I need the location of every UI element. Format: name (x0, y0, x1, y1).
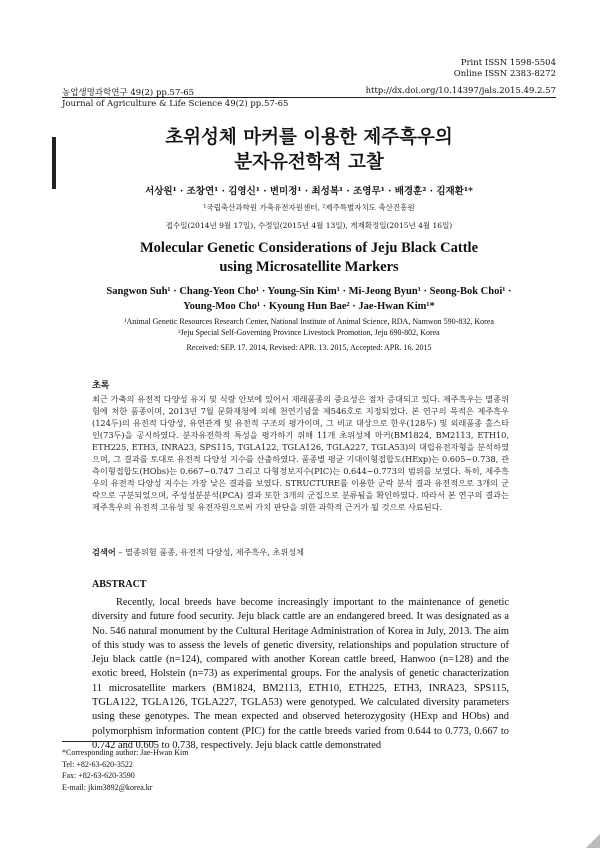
print-issn: Print ISSN 1598-5504 (460, 58, 556, 68)
affiliation-ko: ¹국립축산과학원 가축유전자원센터, ²제주특별자치도 축산진흥원 (203, 203, 415, 212)
dates-en: Received: SEP. 17. 2014, Revised: APR. 13. 2015, Accepted: APR. 16. 2015 (186, 343, 432, 352)
abstract-ko-text: 최근 가축의 유전적 다양성 유지 및 식량 안보에 있어서 재래품종의 중요성은 점차 증대되고 있다. 제주흑우는 멸종위험에 처한 품종이며, 2013년 7월 문화재청에 의해 천연기념물 제546호로 지정되었다. 본 연구의 목적은 제주흑우(124두)의 유전적 다양성, 유연관계 및 유전적 구조의 평가이며, 그 비교 대상으로 한우(128두) 및 외래품종 홀스타인(73두)을 공시하였다. 분자유전학적 특성을 평가하기 위해 11개 초위성체 마커(BM1824, BM2113, ETH10, ETH225, ETH3, INRA23, SPS115, TGLA122, TGLA126, TGLA227, TGLA53)의 대립유전자형을 분석하였으며, 그 결과를 토대로 유전적 다양성 지수를 산출하였다. 품종별 평균 기대이형접합도(HExp)는 0.605~0.738, 관측이형접합도(HObs)는 0.667~0.747 그리고 다형정보지수(PIC)는 0.644~0.773의 범위를 보였다. 특히, 제주흑우의 유전적 다양성 지수는 가장 낮은 결과를 보였다. STRUCTURE를 이용한 군락 분석 결과 유전적으로 3개의 군락으로 구분되었으며, 주성성분분석(PCA) 결과 또한 3개의 군집으로 분류됨을 확인하였다. 따라서 본 연구의 결과는 제주흑우의 유전적 고유성 및 유전자원으로써 가치 판단을 위한 과학적 근거가 될 것으로 사료된다. (92, 394, 509, 512)
keywords-label: 검색어 (92, 547, 116, 557)
keywords-text: – 멸종위험 품종, 유전적 다양성, 제주흑우, 초위성체 (118, 547, 305, 557)
title-ko (62, 125, 556, 175)
footnote (62, 747, 188, 793)
email-link[interactable]: E-mail: jkim3892@korea.kr (62, 782, 153, 792)
dates-ko: 접수일(2014년 9월 17일), 수정일(2015년 4월 13일), 게재확정일(2015년 4월 16일) (165, 221, 453, 230)
doi-link[interactable]: http://dx.doi.org/10.14397/jals.2015.49.2.57 (365, 86, 556, 96)
abstract-ko-heading: 초록 (92, 381, 110, 391)
authors-en-line-1: Sangwon Suh¹ · Chang-Yeon Cho¹ · Young-Sin Kim¹ · Mi-Jeong Byun¹ · Seong-Bok Choi¹ · (106, 286, 512, 297)
abstract-en-text (92, 596, 509, 753)
abstract-en-body: Recently, local breeds have become increasingly important to the maintenance of genetic diversity and future food security. Jeju black cattle are an endangered breed. It was designated as a No. 546 natural monument by the Cultural Heritage Administration of Korea in July, 2013. The aim of this study was to assess the levels of genetic diversity, relationships and population structure of Jeju black cattle (n=124), compared with another Korean cattle breed, Hanwoo (n=128) and the exotic breed, Holstein (n=73) as experimental groups. For the analysis of genetic characterization 11 microsatellite markers (BM1824, BM2113, ETH10, ETH225, ETH3, INRA23, SPS115, TGLA122, TGLA126, TGLA227, TGLA53) were genotyped. We calculated diversity parameters using these genotypes. The mean expected and observed heterozygosity (HExp and HObs) and polymorphism information content (PIC) for the cattle breeds varied from 0.644 to 0.773, 0.667 to 0.742 and 0.605 to 0.738, respectively. Jeju black cattle demonstrated (92, 597, 509, 751)
online-issn: Online ISSN 2383-8272 (453, 69, 556, 79)
affiliation-en-line-2: ²Jeju Special Self-Governing Province Livestock Promotion, Jeju 690-802, Korea (178, 328, 440, 337)
abstract-en-heading: ABSTRACT (92, 579, 147, 590)
affiliation-en (62, 316, 556, 338)
title-ko-line-2: 분자유전학적 고찰 (234, 152, 384, 173)
page-corner-fold (586, 834, 600, 848)
title-en-line-2: using Microsatellite Markers (219, 259, 399, 275)
issn-block (454, 58, 556, 80)
keywords (92, 547, 304, 558)
journal-ko: 농업생명과학연구 49(2) pp.57-65 (62, 88, 195, 98)
header-rule (62, 97, 556, 98)
authors-en (62, 284, 556, 314)
tel: Tel: +82-63-620-3522 (62, 759, 133, 769)
title-ko-line-1: 초위성체 마커를 이용한 제주흑우의 (165, 127, 453, 148)
authors-ko: 서상원¹ · 조창연¹ · 김영신¹ · 변미정¹ · 최성복¹ · 조영무¹ · 배경훈² · 김재환¹* (145, 186, 473, 197)
affiliation-en-line-1: ¹Animal Genetic Resources Research Center, National Institute of Animal Science, RDA, Namwon 590-832, Korea (124, 317, 494, 326)
title-sidebar-bar (52, 137, 56, 189)
journal-en: Journal of Agriculture & Life Science 49(2) pp.57-65 (62, 99, 289, 109)
authors-en-line-2: Young-Moo Cho¹ · Kyoung Hun Bae² · Jae-Hwan Kim¹* (183, 301, 435, 312)
footnote-rule (62, 741, 158, 742)
fax: Fax: +82-63-620-3590 (62, 771, 135, 780)
corresponding-author: *Corresponding author: Jae-Hwan Kim (62, 748, 189, 757)
title-en (62, 239, 556, 277)
title-en-line-1: Molecular Genetic Considerations of Jeju Black Cattle (139, 240, 479, 256)
